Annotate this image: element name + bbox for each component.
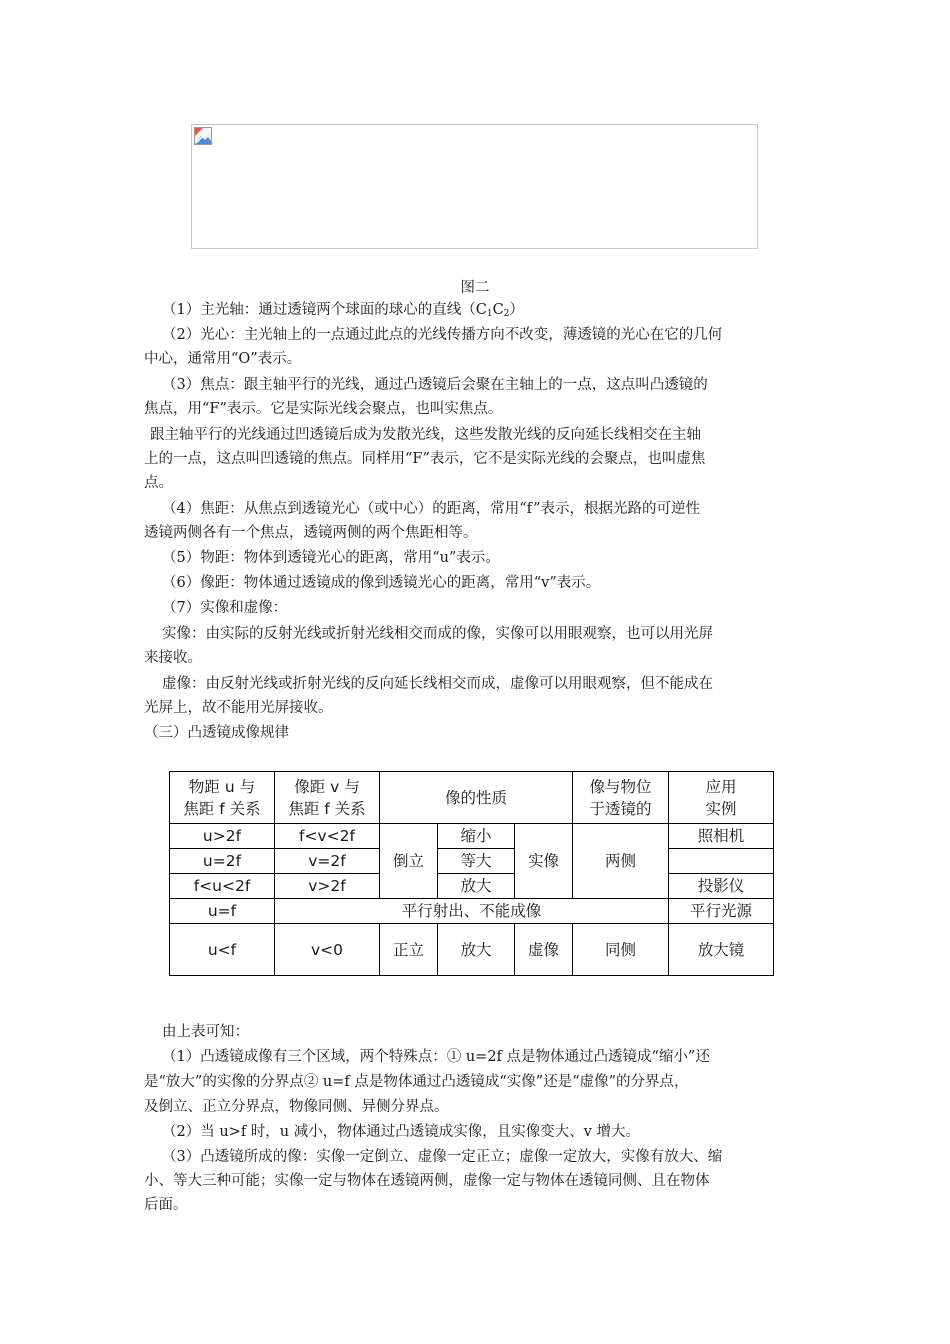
definition-virtual-image-line2: 光屏上，故不能用光屏接收。 [144,700,333,716]
cell-orientation: 正立 [380,924,438,976]
conclusion-p2: （2）当 u>f 时，u 减小，物体通过凸透镜成实像，且实像变大、v 增大。 [162,1124,641,1140]
definition-concave-focus-line3: 点。 [144,475,173,491]
table-header-row [170,772,774,824]
definition-principal-axis: （1）主光轴：通过透镜两个球面的球心的直线$(C_1C_2)$ [162,302,524,319]
definition-virtual-image-line1: 虚像：由反射光线或折射光线的反向延长线相交而成，虚像可以用眼观察，但不能成在 [162,676,713,692]
conclusion-p1-line1: （1）凸透镜成像有三个区域，两个特殊点：① u=2f 点是物体通过凸透镜成“缩小”还 [162,1049,710,1065]
header-object-distance: 物距 u 与 焦距 f 关系 [170,772,275,824]
header-image-distance: 像距 v 与 焦距 f 关系 [275,772,380,824]
figure-caption: 图二 [460,280,490,296]
conclusion-p1-line2: 是“放大”的实像的分界点② u=f 点是物体通过凸透镜成“实像”还是“虚像”的分界点， [144,1074,689,1090]
cell-size: 缩小 [438,824,515,849]
cell-application [669,849,774,874]
cell-u: f<u<2f [170,874,275,899]
header-image-object-side: 像与物位 于透镜的 [573,772,669,824]
conclusion-p3-line2: 小、等大三种可能；实像一定与物体在透镜两侧，虚像一定与物体在透镜同侧、且在物体 [144,1173,710,1189]
cell-application: 投影仪 [669,874,774,899]
cell-application: 平行光源 [669,899,774,924]
definition-concave-focus-line2: 上的一点，这点叫凹透镜的焦点。同样用“F”表示，它不是实际光线的会聚点，也叫虚焦 [144,451,706,467]
cell-v: v<0 [275,924,380,976]
definition-focus-line2: 焦点，用“F”表示。它是实际光线会聚点，也叫实焦点。 [144,401,503,417]
table-row [170,849,774,874]
conclusion-p1-line3: 及倒立、正立分界点，物像同侧、异侧分界点。 [144,1099,449,1115]
cell-merged-note: 平行射出、不能成像 [275,899,669,924]
header-application: 应用 实例 [669,772,774,824]
cell-side: 同侧 [573,924,669,976]
cell-image-type: 实像 [515,824,573,899]
table-row [170,874,774,899]
cell-application: 放大镜 [669,924,774,976]
cell-u: u>2f [170,824,275,849]
table-row [170,899,774,924]
definition-image-distance: （6）像距：物体通过透镜成的像到透镜光心的距离，常用“v”表示。 [162,575,601,591]
definition-focal-length-line2: 透镜两侧各有一个焦点，透镜两侧的两个焦距相等。 [144,525,478,541]
conclusion-p3-line3: 后面。 [144,1197,188,1213]
conclusion-intro: 由上表可知： [162,1024,249,1040]
section-title: （三）凸透镜成像规律 [144,725,289,741]
cell-u: u=f [170,899,275,924]
cell-v: v=2f [275,849,380,874]
cell-v: f<v<2f [275,824,380,849]
cell-orientation: 倒立 [380,824,438,899]
definition-object-distance: （5）物距：物体到透镜光心的距离，常用“u”表示。 [162,550,500,566]
broken-image-icon [194,127,212,145]
definition-focal-length-line1: （4）焦距：从焦点到透镜光心（或中心）的距离，常用“f”表示，根据光路的可逆性 [162,501,700,517]
header-image-nature: 像的性质 [380,772,573,824]
table-row [170,924,774,976]
figure-placeholder [191,124,758,249]
definition-optical-center-line1: （2）光心：主光轴上的一点通过此点的光线传播方向不改变，薄透镜的光心在它的几何 [162,327,723,343]
conclusion-p3-line1: （3）凸透镜所成的像：实像一定倒立、虚像一定正立；虚像一定放大，实像有放大、缩 [162,1149,723,1165]
definition-focus-line1: （3）焦点：跟主轴平行的光线，通过凸透镜后会聚在主轴上的一点，这点叫凸透镜的 [162,377,708,393]
cell-side: 两侧 [573,824,669,899]
cell-size: 放大 [438,874,515,899]
cell-u: u<f [170,924,275,976]
cell-image-type: 虚像 [515,924,573,976]
definition-optical-center-line2: 中心，通常用“O”表示。 [144,351,302,367]
cell-v: v>2f [275,874,380,899]
convex-lens-imaging-table [169,771,774,976]
table-row [170,824,774,849]
cell-size: 等大 [438,849,515,874]
definition-concave-focus-line1: 跟主轴平行的光线通过凹透镜后成为发散光线，这些发散光线的反向延长线相交在主轴 [150,427,701,443]
definition-real-virtual-title: （7）实像和虚像： [162,600,288,616]
definition-real-image-line2: 来接收。 [144,650,202,666]
cell-u: u=2f [170,849,275,874]
cell-size: 放大 [438,924,515,976]
definition-real-image-line1: 实像：由实际的反射光线或折射光线相交而成的像，实像可以用眼观察，也可以用光屏 [162,626,713,642]
cell-application: 照相机 [669,824,774,849]
